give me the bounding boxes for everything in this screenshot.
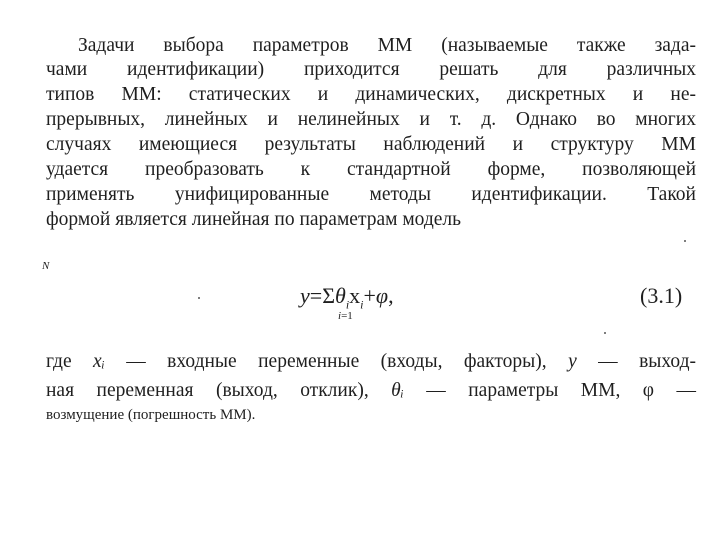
paragraph-line-8: формой является линейная по параметрам модель	[46, 209, 462, 230]
paragraph2-line-3: возмущение (погрешность ММ).	[46, 407, 256, 423]
formula-sum-upper-limit: N	[42, 260, 50, 272]
paragraph2-line-2	[46, 379, 696, 403]
formula-sum-lower-rest: =1	[341, 310, 353, 322]
formula-sum-lower-var: i	[338, 310, 342, 322]
formula-equals: =	[309, 283, 323, 308]
paragraph-line-4: прерывных, линейных и нелинейных и т. д. Однако во многих	[46, 109, 696, 130]
formula-comma: ,	[388, 283, 394, 308]
formula-sum-lower-limit	[338, 310, 353, 322]
formula-theta-subscript: i	[345, 297, 350, 312]
scan-speck	[604, 332, 606, 334]
equation-number: (3.1)	[640, 283, 683, 308]
p2-line2-prefix: ная переменная (выход, отклик),	[46, 380, 392, 401]
p2-line1-var2: y	[568, 351, 577, 372]
formula-x: x	[349, 283, 361, 308]
formula-theta: θ	[335, 283, 346, 308]
p2-line1-prefix: где	[46, 351, 94, 372]
p2-line1-var: xᵢ	[93, 351, 105, 372]
formula-x-subscript: i	[360, 297, 364, 312]
formula-lhs: y	[300, 283, 310, 308]
paragraph2-line-1	[46, 350, 696, 374]
p2-line1-end: — выход-	[576, 351, 697, 372]
formula-sum-symbol: Σ	[322, 283, 335, 308]
p2-line1-rest: — входные переменные (входы, факторы),	[104, 351, 569, 372]
paragraph-line-3: типов ММ: статических и динамических, дискретных и не-	[46, 84, 696, 105]
paragraph-line-5: случаях имеющиеся результаты наблюдений и структуру ММ	[46, 134, 696, 155]
paragraph-line-2: чами идентификации) приходится решать для различных	[46, 59, 696, 80]
formula-plus: +	[363, 283, 376, 308]
scan-speck	[684, 240, 686, 242]
paragraph-line-6: удается преобразовать к стандартной форме, позволяющей	[46, 159, 696, 180]
formula-phi: φ	[375, 283, 389, 308]
p2-line2-rest: — параметры ММ, φ —	[403, 380, 696, 401]
paragraph-line-7: применять унифицированные методы идентификации. Такой	[46, 184, 696, 205]
p2-line2-var: θᵢ	[391, 380, 404, 401]
paragraph-line-1: Задачи выбора параметров ММ (называемые также зада-	[78, 35, 696, 56]
scan-speck	[198, 297, 200, 299]
